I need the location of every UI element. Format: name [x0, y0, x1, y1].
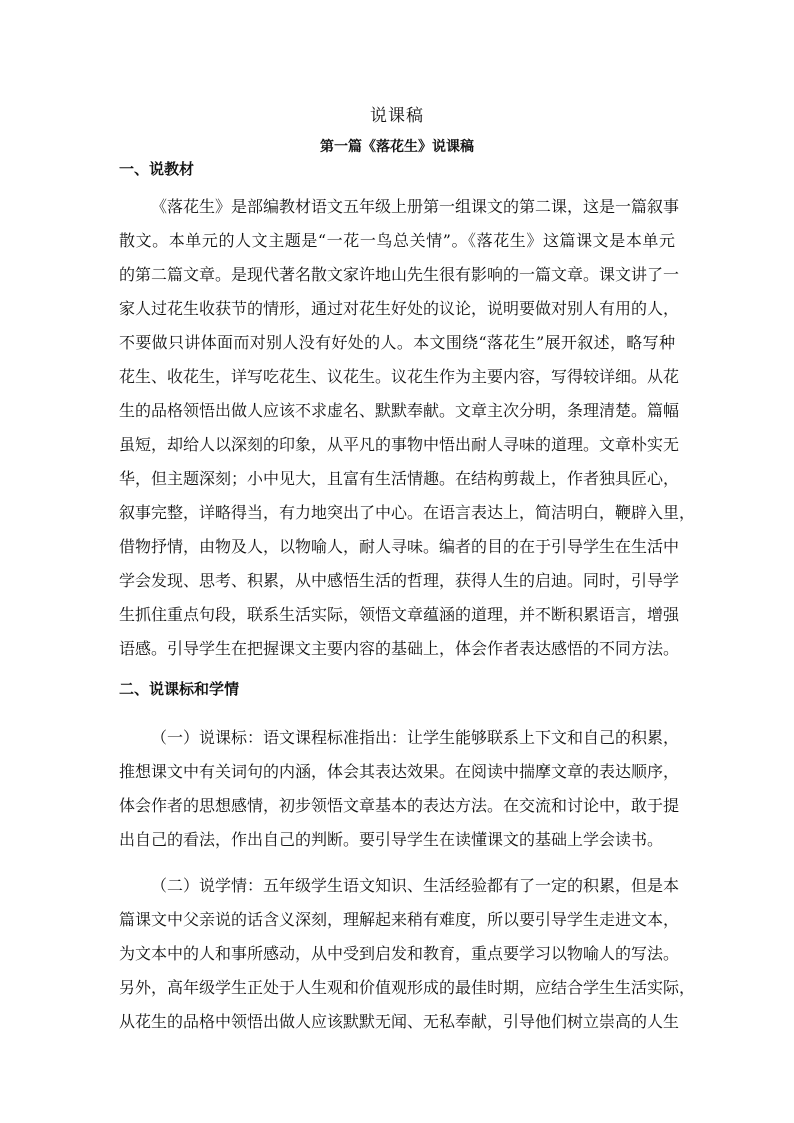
paragraph-line: 篇课文中父亲说的话含义深刻，理解起来稍有难度，所以要引导学生走进文本， [119, 910, 680, 929]
paragraph-line: 《落花生》是部编教材语文五年级上册第一组课文的第二课，这是一篇叙事 [151, 197, 680, 216]
document-subtitle: 第一篇《落花生》说课稿 [320, 139, 474, 155]
paragraph-line: 不要做只讲体面而对别人没有好处的人。本文围绕“落花生”展开叙述，略写种 [119, 333, 675, 352]
paragraph-line: 的第二篇文章。是现代著名散文家许地山先生很有影响的一篇文章。课文讲了一 [119, 265, 680, 284]
paragraph-line: （一）说课标：语文课程标准指出：让学生能够联系上下文和自己的积累， [151, 728, 680, 747]
paragraph-line: 另外，高年级学生正处于人生观和价值观形成的最佳时期，应结合学生生活实际， [119, 978, 696, 997]
paragraph-line: 学会发现、思考、积累，从中感悟生活的哲理，获得人生的启迪。同时，引导学 [119, 571, 680, 590]
paragraph-line: 散文。本单元的人文主题是“一花一鸟总关情”。《落花生》这篇课文是本单元 [119, 231, 675, 250]
paragraph-line: 推想课文中有关词句的内涵，体会其表达效果。在阅读中揣摩文章的表达顺序， [119, 762, 680, 781]
paragraph-line: 叙事完整，详略得当，有力地突出了中心。在语言表达上，简洁明白，鞭辟入里， [119, 503, 696, 522]
paragraph-line: 生的品格领悟出做人应该不求虚名、默默奉献。文章主次分明，条理清楚。篇幅 [119, 401, 680, 420]
paragraph-line: 语感。引导学生在把握课文主要内容的基础上，体会作者表达感悟的不同方法。 [119, 639, 680, 658]
paragraph-line: 出自己的看法，作出自己的判断。要引导学生在读懂课文的基础上学会读书。 [119, 830, 664, 849]
paragraph-line: 花生、收花生，详写吃花生、议花生。议花生作为主要内容，写得较详细。从花 [119, 367, 680, 386]
paragraph-line: 家人过花生收获节的情形，通过对花生好处的议论，说明要做对别人有用的人， [119, 299, 680, 318]
section-heading: 二、说课标和学情 [119, 680, 240, 698]
paragraph-line: 从花生的品格中领悟出做人应该默默无闻、无私奉献，引导他们树立崇高的人生 [119, 1012, 680, 1031]
paragraph-line: 生抓住重点句段，联系生活实际，领悟文章蕴涵的道理，并不断积累语言，增强 [119, 605, 680, 624]
paragraph-line: 华，但主题深刻；小中见大，且富有生活情趣。在结构剪裁上，作者独具匠心， [119, 469, 680, 488]
section-heading: 一、说教材 [119, 160, 195, 178]
paragraph-line: 为文本中的人和事所感动，从中受到启发和教育，重点要学习以物喻人的写法。 [119, 944, 680, 963]
paragraph-line: 体会作者的思想感情，初步领悟文章基本的表达方法。在交流和讨论中，敢于提 [119, 796, 680, 815]
paragraph-line: 虽短，却给人以深刻的印象，从平凡的事物中悟出耐人寻味的道理。文章朴实无 [119, 435, 680, 454]
document-title: 说课稿 [370, 106, 424, 126]
paragraph-line: 借物抒情，由物及人，以物喻人，耐人寻味。编者的目的在于引导学生在生活中 [119, 537, 680, 556]
paragraph-line: （二）说学情：五年级学生语文知识、生活经验都有了一定的积累，但是本 [151, 876, 680, 895]
